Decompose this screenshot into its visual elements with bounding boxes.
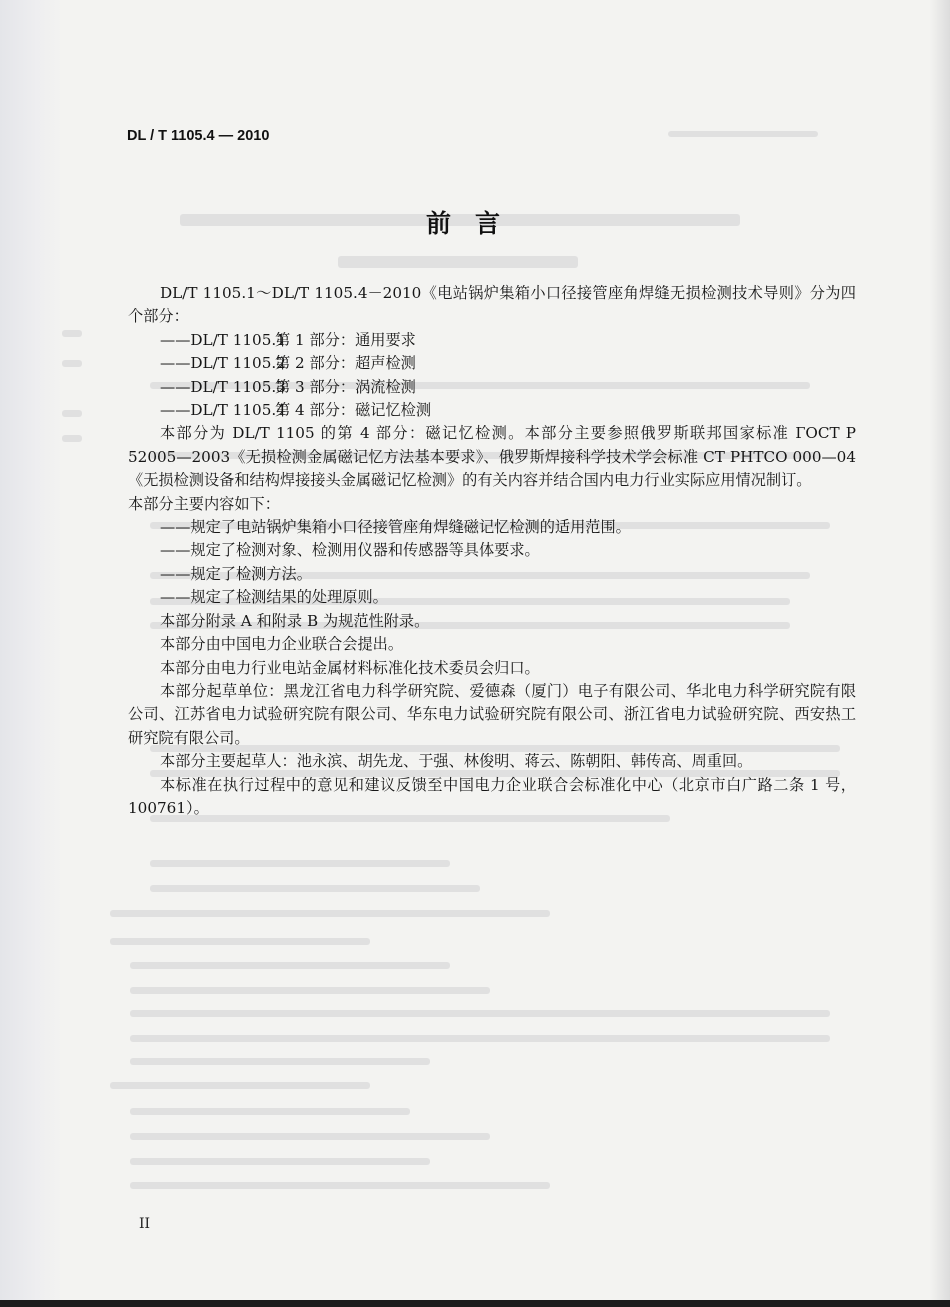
part-code: ——DL/T 1105.2 — [160, 354, 286, 373]
content-list-item: ——规定了电站锅炉集箱小口径接管座角焊缝磁记忆检测的适用范围。 — [160, 518, 631, 537]
part-code: ——DL/T 1105.1 — [160, 330, 286, 349]
part-code: ——DL/T 1105.4 — [160, 401, 286, 420]
standard-code-header: DL / T 1105.4 — 2010 — [127, 128, 270, 144]
reference-paragraph: 本部分为 DL/T 1105 的第 4 部分：磁记忆检测。本部分主要参照俄罗斯联邦国家标准 ГОСТ Р 52005—2003《无损检测金属磁记忆方法基本要求》、俄罗斯焊接科学技术学会标准 СТ РНТСО 000—04《无损检测设备和结构焊接接头金属磁记忆检测》的有关内容并结合国内电力行业实际应用情况制订。 — [128, 424, 856, 490]
part-label: 第 2 部分：超声检测 — [275, 354, 416, 373]
main-contents-label: 本部分主要内容如下： — [128, 494, 280, 513]
foreword-body — [128, 282, 856, 820]
appendix-paragraph: 本部分附录 A 和附录 B 为规范性附录。 — [160, 611, 430, 630]
part-label: 第 4 部分：磁记忆检测 — [275, 401, 432, 420]
drafters-paragraph: 本部分主要起草人：池永滨、胡先龙、于强、林俊明、蒋云、陈朝阳、韩传高、周重回。 — [160, 752, 753, 771]
page-title: 前言 — [425, 209, 524, 238]
drafting-units-paragraph: 本部分起草单位：黑龙江省电力科学研究院、爱德森（厦门）电子有限公司、华北电力科学研究院有限公司、江苏省电力试验研究院有限公司、华东电力试验研究院有限公司、浙江省电力试验研究院、西安热工研究院有限公司。 — [128, 681, 856, 747]
page-number: II — [139, 1216, 151, 1232]
part-list-item — [128, 376, 856, 399]
part-code: ——DL/T 1105.3 — [160, 377, 286, 396]
content-list-item: ——规定了检测方法。 — [160, 564, 312, 583]
content-list-item: ——规定了检测结果的处理原则。 — [160, 588, 388, 607]
part-list-item — [128, 352, 856, 375]
part-label: 第 3 部分：涡流检测 — [275, 377, 416, 396]
centralizer-paragraph: 本部分由电力行业电站金属材料标准化技术委员会归口。 — [160, 658, 540, 677]
part-list-item — [128, 399, 856, 422]
page-edge-shadow-right — [930, 0, 950, 1300]
intro-paragraph: DL/T 1105.1～DL/T 1105.4－2010《电站锅炉集箱小口径接管座角焊缝无损检测技术导则》分为四个部分： — [128, 284, 856, 326]
content-list-item: ——规定了检测对象、检测用仪器和传感器等具体要求。 — [160, 541, 540, 560]
part-list-item — [128, 329, 856, 352]
proposer-paragraph: 本部分由中国电力企业联合会提出。 — [160, 635, 403, 654]
page-edge-shadow-left — [0, 0, 62, 1300]
feedback-paragraph: 本标准在执行过程中的意见和建议反馈至中国电力企业联合会标准化中心（北京市白广路二条 1 号，100761）。 — [128, 775, 856, 817]
part-label: 第 1 部分：通用要求 — [275, 330, 416, 349]
scan-bottom-border — [0, 1300, 950, 1307]
